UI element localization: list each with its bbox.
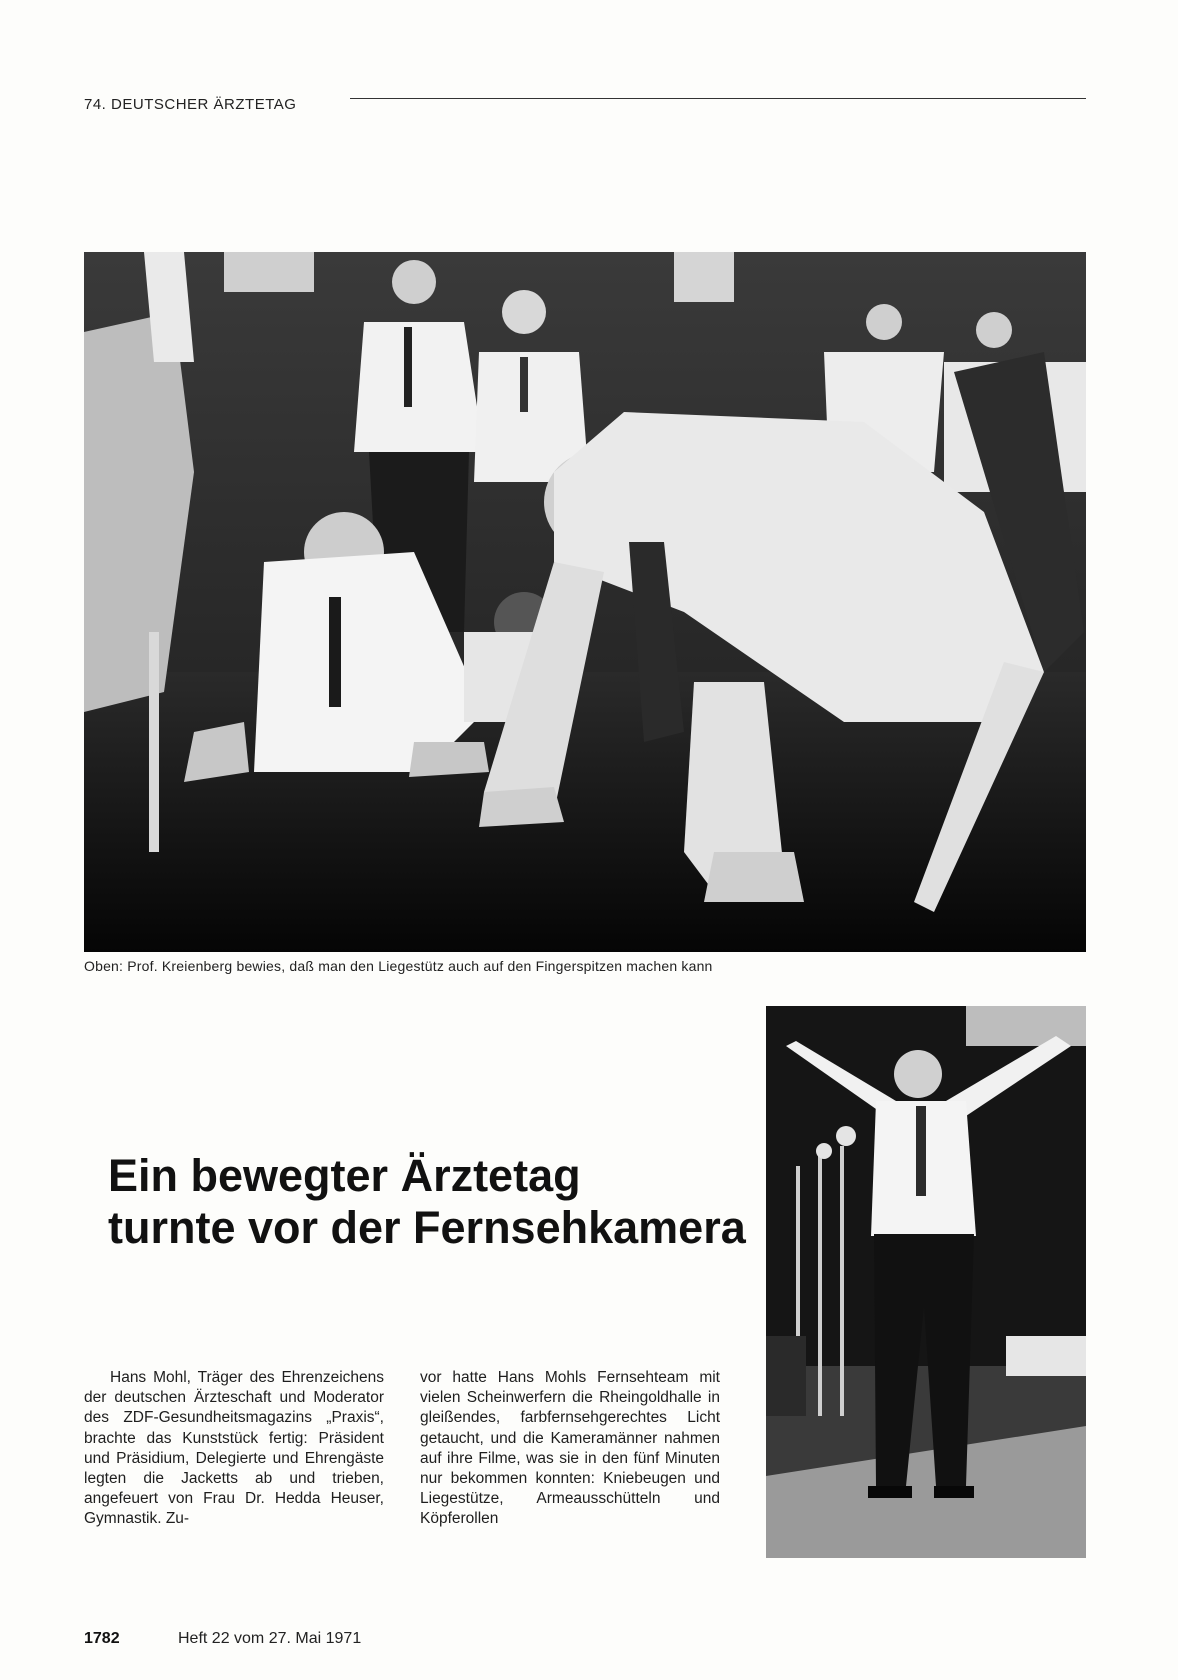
- top-photo-caption: Oben: Prof. Kreienberg bewies, daß man den Liegestütz auch auf den Fingerspitzen machen kann: [84, 958, 713, 974]
- top-photo: [84, 252, 1086, 952]
- top-photo-image: [84, 252, 1086, 952]
- right-photo-image: [766, 1006, 1086, 1558]
- article-headline: [108, 1150, 748, 1254]
- article-column-2: vor hatte Hans Mohls Fernsehteam mit vielen Scheinwerfern die Rheingoldhalle in gleißendes, farbfernsehgerechtes Licht getaucht, und die Kameramänner nahmen auf ihre Filme, was sie in den fünf Minuten nur bekommen konnten: Kniebeugen und Liegestütze, Armeausschütteln und Köpferollen: [420, 1369, 720, 1528]
- page-number: 1782: [84, 1630, 120, 1647]
- headline-line-2: turnte vor der Fernsehkamera: [108, 1202, 746, 1253]
- section-header: 74. DEUTSCHER ÄRZTETAG: [84, 96, 297, 113]
- header-rule: [350, 98, 1086, 99]
- article-column-1: Hans Mohl, Träger des Ehrenzeichens der deutschen Ärzteschaft und Moderator des ZDF-Gesundheitsmagazins „Praxis“, brachte das Kunststück fertig: Präsident und Präsidium, Delegierte und Ehrengäste legten die Jacketts ab und trieben, angefeuert von Frau Dr. Hedda Heuser, Gymnastik. Zu-: [84, 1369, 384, 1528]
- headline-line-1: Ein bewegter Ärztetag: [108, 1150, 581, 1201]
- issue-info: Heft 22 vom 27. Mai 1971: [178, 1630, 362, 1647]
- right-photo: [766, 1006, 1086, 1558]
